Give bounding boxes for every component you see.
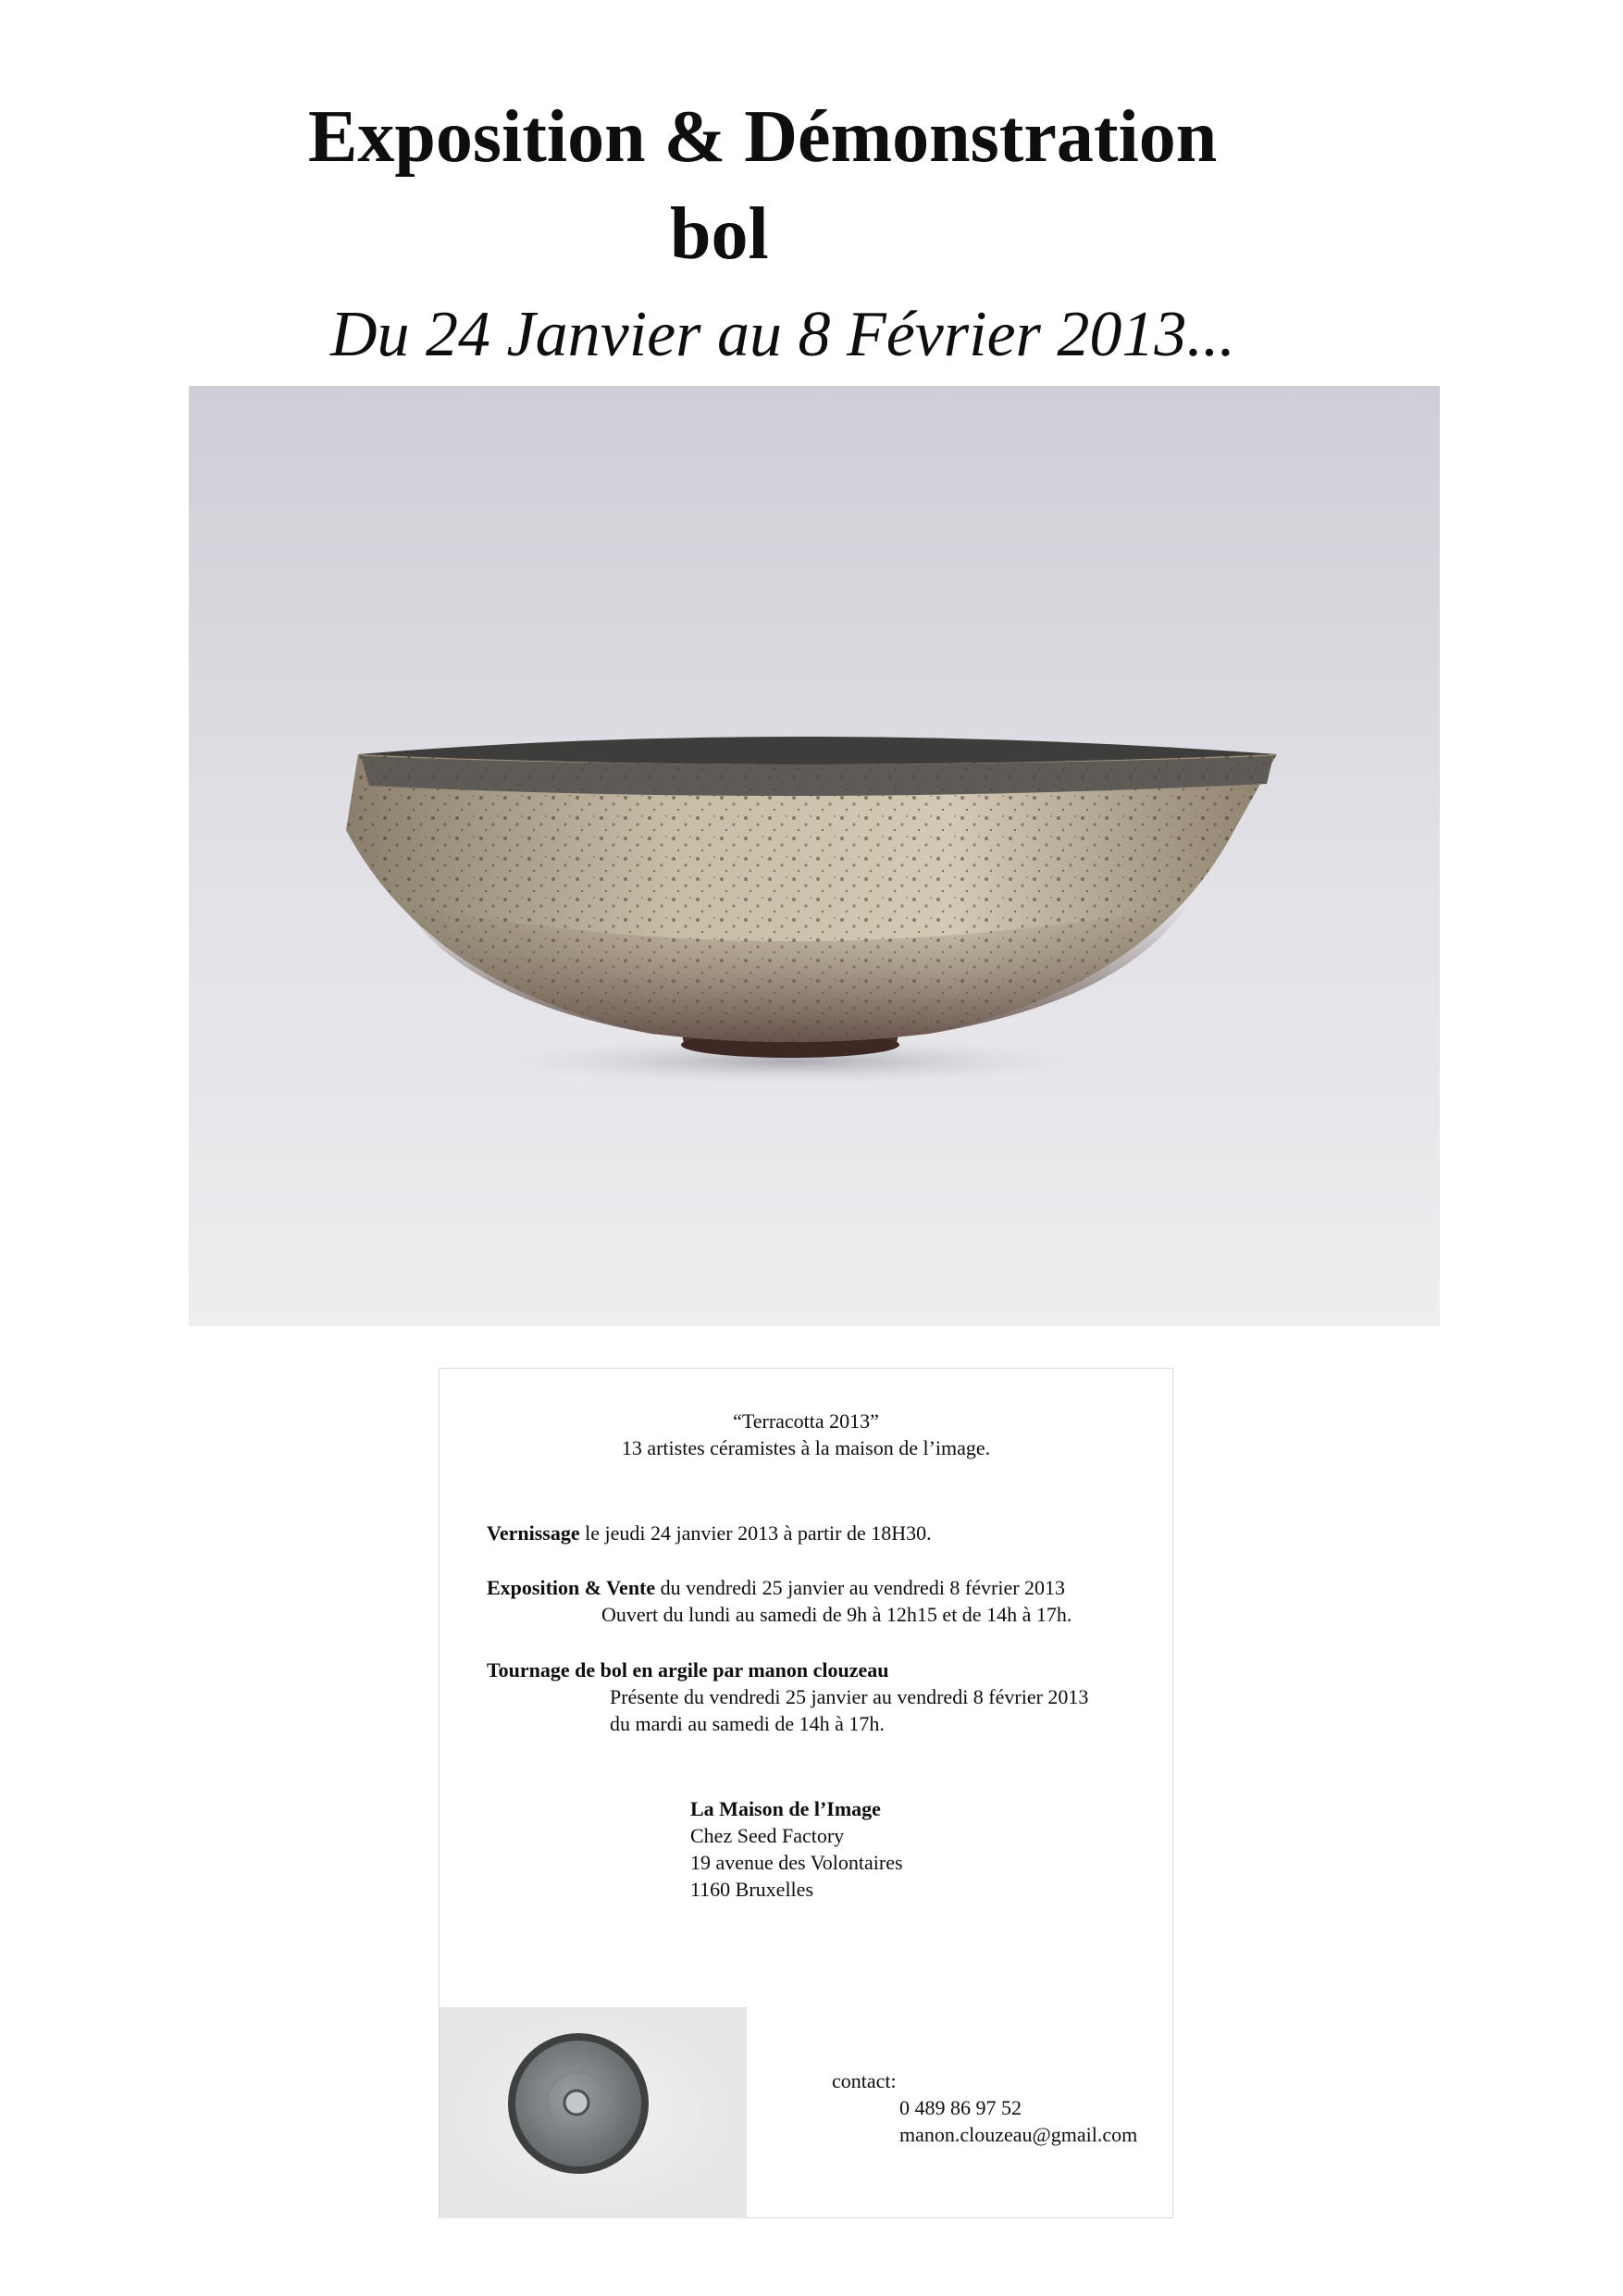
tournage-hours: du mardi au samedi de 14h à 17h. (610, 1712, 885, 1735)
info-card (439, 1368, 1173, 2218)
bowl-top-view-photo (440, 2007, 747, 2218)
tournage-label: Tournage de bol en argile par manon clouzeau (487, 1658, 889, 1682)
vernissage-label: Vernissage (487, 1521, 580, 1545)
event-name: “Terracotta 2013” (733, 1409, 879, 1433)
venue-host: Chez Seed Factory (690, 1824, 845, 1847)
contact-email[interactable]: manon.clouzeau@gmail.com (899, 2123, 1138, 2146)
tournage-dates: Présente du vendredi 25 janvier au vendredi 8 février 2013 (610, 1685, 1089, 1708)
vernissage-line (487, 1520, 932, 1546)
bowl-photo (189, 386, 1440, 1326)
poster-title-line2: bol (670, 193, 769, 275)
expo-text: du vendredi 25 janvier au vendredi 8 février 2013 (655, 1576, 1066, 1599)
event-subtitle: 13 artistes céramistes à la maison de l’image. (621, 1436, 991, 1459)
vernissage-text: le jeudi 24 janvier 2013 à partir de 18H30. (579, 1521, 932, 1545)
poster-dates: Du 24 Janvier au 8 Février 2013... (330, 299, 1235, 370)
venue-city: 1160 Bruxelles (690, 1878, 813, 1901)
venue-street: 19 avenue des Volontaires (690, 1851, 903, 1874)
expo-line (487, 1574, 1065, 1601)
venue-name: La Maison de l’Image (690, 1797, 881, 1820)
contact-label: contact: (832, 2069, 897, 2092)
expo-hours: Ouvert du lundi au samedi de 9h à 12h15 et de 14h à 17h. (601, 1603, 1072, 1626)
contact-phone: 0 489 86 97 52 (899, 2096, 1022, 2119)
poster-title-line1: Exposition & Démonstration (308, 96, 1218, 178)
expo-label: Exposition & Vente (487, 1576, 656, 1599)
